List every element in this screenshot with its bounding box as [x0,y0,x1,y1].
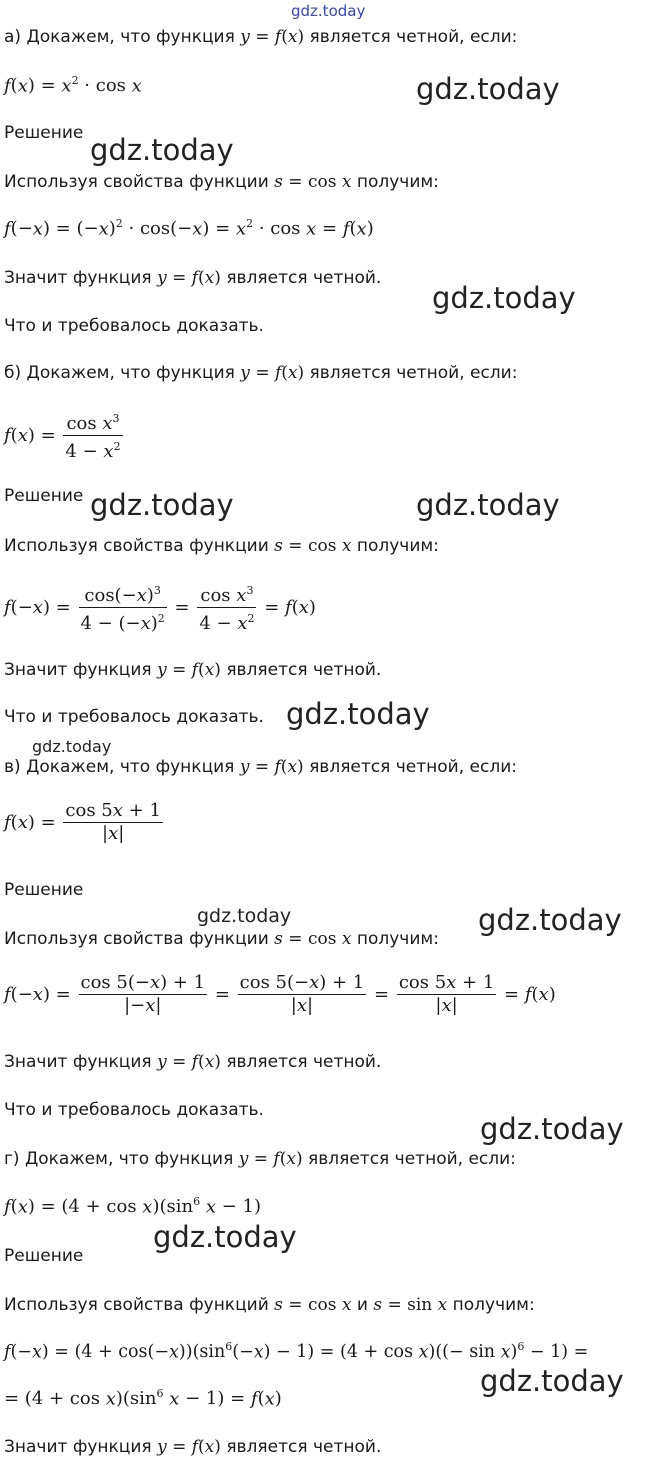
watermark-small: gdz.today [32,737,112,756]
part-a-conclusion: Значит функция y = f(x) является четной. [4,268,382,288]
part-a-heading: а) Докажем, что функция y = f(x) является четной, если: [4,27,518,47]
watermark: gdz.today [480,1364,624,1398]
part-a-solution-label: Решение [4,123,84,143]
part-v-function: f(x) = $\frac{\cos 5x + 1}{|x|}$ [4,800,161,844]
watermark: gdz.today [416,72,560,106]
part-a-using: Используя свойства функции s = cos x получим: [4,172,439,192]
part-g-using: Используя свойства функций s = cos x и s = sin x получим: [4,1295,535,1315]
part-g-function: $f(x) = (4 + \cos x)(\sin^6$ x − 1) [4,1195,261,1218]
part-b-heading: б) Докажем, что функция y = f(x) является четной, если: [4,363,518,383]
watermark: gdz.today [432,281,576,315]
part-a-derivation: $f(-x) = (-x)^2 \cdot \cos(-x) = x^2 \cdot \cos x = f(x)$ [4,217,374,240]
watermark-small: gdz.today [197,905,292,927]
part-v-solution-label: Решение [4,880,84,900]
part-g-conclusion: Значит функция y = f(x) является четной. [4,1437,382,1457]
part-b-using: Используя свойства функции s = cos x получим: [4,536,439,556]
part-v-qed: Что и требовалось доказать. [4,1100,264,1120]
watermark-top: gdz.today [291,2,366,20]
part-a-function: $f(x) = x^2 \cdot \cos x$ [4,74,142,97]
part-v-heading: в) Докажем, что функция y = f(x) является четной, если: [4,757,517,777]
watermark: gdz.today [90,133,234,167]
watermark: gdz.today [478,903,622,937]
part-v-conclusion: Значит функция y = f(x) является четной. [4,1052,382,1072]
watermark: gdz.today [153,1220,297,1254]
part-g-heading: г) Докажем, что функция y = f(x) является четной, если: [4,1149,516,1169]
part-a-qed: Что и требовалось доказать. [4,316,264,336]
part-v-derivation: f(−x) = $\frac{\cos 5(-x) + 1}{|-x|}$ = $\frac{\cos 5(-x) + 1}{|x|}$ = $\frac{\cos 5x + 1}{|x|}$ = f(x) [4,972,556,1016]
part-g-derivation-1: $f(-x) = (4 + \cos(-x))(\sin^6(-x) - 1) = (4 + \cos x)((- \sin x)^6 - 1)$ = [4,1340,589,1363]
part-v-using: Используя свойства функции s = cos x получим: [4,929,439,949]
watermark: gdz.today [480,1112,624,1146]
part-b-solution-label: Решение [4,486,84,506]
part-b-conclusion: Значит функция y = f(x) является четной. [4,660,382,680]
part-b-qed: Что и требовалось доказать. [4,707,264,727]
part-g-derivation-2: = $(4 + \cos x)(\sin^6$ x − 1) = f(x) [4,1387,282,1410]
watermark: gdz.today [286,697,430,731]
part-b-derivation: f(−x) = $\frac{\cos(-x)^3}{4 - (-x)^2}$ = $\frac{\cos x^3}{4 - x^2}$ = f(x) [4,580,316,635]
part-b-function: f(x) = $\frac{\cos x^3}{4 - x^2}$ [4,408,125,463]
watermark: gdz.today [90,488,234,522]
watermark: gdz.today [416,488,560,522]
part-g-solution-label: Решение [4,1246,84,1266]
